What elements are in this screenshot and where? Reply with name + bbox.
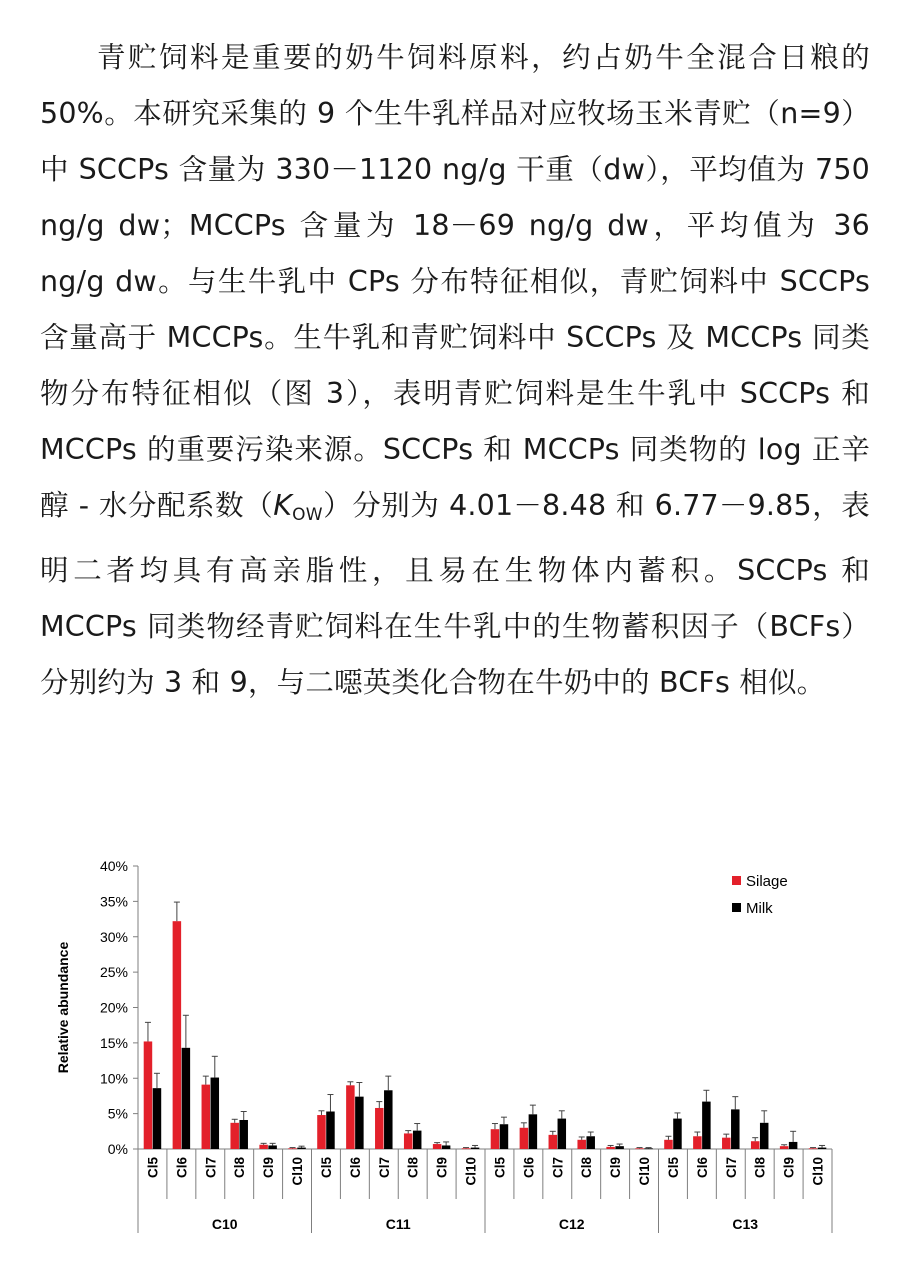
x-tick-label: Cl8	[579, 1157, 595, 1179]
bar-silage	[809, 1148, 818, 1149]
bar-silage	[230, 1123, 239, 1149]
bar-milk	[673, 1119, 682, 1149]
bar-silage	[520, 1128, 529, 1149]
bar-silage	[173, 921, 182, 1149]
y-tick-label: 10%	[99, 1070, 128, 1087]
bar-silage	[577, 1140, 586, 1149]
bar-milk	[182, 1048, 191, 1149]
bar-silage	[375, 1108, 384, 1149]
bar-milk	[586, 1136, 595, 1149]
x-tick-label: Cl8	[752, 1157, 768, 1179]
bar-milk	[789, 1142, 798, 1149]
bar-silage	[404, 1133, 413, 1149]
x-tick-label: Cl9	[608, 1157, 624, 1179]
x-tick-label: Cl9	[781, 1157, 797, 1179]
bar-silage	[664, 1140, 673, 1149]
bar-silage	[202, 1085, 211, 1149]
bar-silage	[635, 1148, 644, 1149]
y-tick-label: 35%	[99, 893, 128, 910]
bar-silage	[462, 1148, 471, 1149]
x-tick-label: Cl10	[637, 1157, 653, 1186]
bar-milk	[211, 1078, 220, 1149]
bar-milk	[615, 1146, 624, 1149]
legend-label-milk: Milk	[746, 900, 773, 917]
bar-milk	[355, 1097, 364, 1149]
k-symbol: K	[273, 489, 293, 522]
bar-milk	[413, 1131, 422, 1149]
x-tick-label: Cl6	[347, 1157, 363, 1179]
group-label: C10	[211, 1216, 238, 1232]
bar-milk	[384, 1090, 393, 1149]
bar-silage	[346, 1085, 355, 1149]
bar-silage	[751, 1141, 760, 1149]
bar-milk	[326, 1112, 335, 1149]
bar-milk	[500, 1124, 509, 1149]
bar-silage	[549, 1135, 558, 1149]
y-axis-label: Relative abundance	[55, 941, 71, 1074]
x-tick-label: Cl6	[521, 1157, 537, 1179]
x-tick-label: Cl7	[203, 1157, 219, 1179]
bar-milk	[268, 1145, 277, 1149]
x-tick-label: Cl8	[405, 1157, 421, 1179]
y-tick-label: 30%	[99, 928, 128, 945]
k-subscript: OW	[292, 505, 323, 525]
x-tick-label: Cl10	[810, 1157, 826, 1186]
bar-milk	[471, 1148, 480, 1149]
x-tick-label: Cl8	[232, 1157, 248, 1179]
bar-milk	[644, 1148, 653, 1149]
paragraph-text-part-1: 青贮饲料是重要的奶牛饲料原料，约占奶牛全混合日粮的 50%。本研究采集的 9 个生牛乳样品对应牧场玉米青贮（n=9）中 SCCPs 含量为 330－1120 ng/g 干重（dw），平均值为 750 ng/g dw；MCCPs 含量为 18－69 ng/g dw，平均值为 36 ng/g dw。与生牛乳中 CPs 分布特征相似，青贮饲料中 SCCPs 含量高于 MCCPs。生牛乳和青贮饲料中 SCCPs 及 MCCPs 同类物分布特征相似（图 3），表明青贮饲料是生牛乳中 SCCPs 和 MCCPs 的重要污染来源。SCCPs 和 MCCPs 同类物的 log 正辛醇 - 水分配系数（	[40, 41, 870, 522]
y-tick-label: 5%	[107, 1105, 128, 1122]
bar-milk	[818, 1148, 827, 1149]
bar-milk	[442, 1145, 451, 1149]
y-tick-label: 40%	[99, 858, 128, 874]
y-tick-label: 0%	[107, 1141, 128, 1157]
bar-milk	[731, 1109, 740, 1149]
bar-silage	[780, 1146, 789, 1149]
x-tick-label: Cl9	[434, 1157, 450, 1179]
bar-silage	[288, 1148, 297, 1149]
x-tick-label: Cl5	[492, 1157, 508, 1179]
bar-silage	[144, 1041, 153, 1149]
bar-milk	[760, 1123, 769, 1149]
bar-milk	[529, 1114, 538, 1149]
x-tick-label: Cl6	[694, 1157, 710, 1179]
bar-silage	[722, 1138, 731, 1149]
x-tick-label: Cl10	[463, 1157, 479, 1186]
x-tick-label: Cl5	[145, 1157, 161, 1179]
bar-silage	[317, 1115, 326, 1149]
bar-silage	[693, 1136, 702, 1149]
group-label: C11	[385, 1216, 411, 1232]
legend-swatch-milk	[732, 903, 741, 912]
bar-milk	[702, 1102, 711, 1149]
group-label: C12	[558, 1216, 585, 1232]
bar-milk	[239, 1120, 248, 1149]
x-tick-label: Cl9	[261, 1157, 277, 1179]
x-tick-label: Cl7	[723, 1157, 739, 1179]
y-tick-label: 25%	[99, 964, 128, 981]
group-label: C13	[732, 1216, 759, 1232]
legend-swatch-silage	[732, 876, 741, 885]
bar-milk	[153, 1088, 162, 1149]
bar-milk	[558, 1119, 567, 1149]
x-tick-label: Cl5	[665, 1157, 681, 1179]
x-tick-label: Cl7	[376, 1157, 392, 1179]
y-tick-label: 20%	[99, 999, 128, 1016]
body-paragraph-block	[40, 30, 870, 711]
bar-silage	[433, 1144, 442, 1149]
bar-silage	[606, 1147, 615, 1149]
x-tick-label: Cl7	[550, 1157, 566, 1179]
x-tick-label: Cl5	[318, 1157, 334, 1179]
bar-silage	[491, 1129, 500, 1149]
bar-milk	[297, 1148, 306, 1149]
y-tick-label: 15%	[99, 1034, 128, 1051]
legend-label-silage: Silage	[746, 873, 788, 890]
bar-silage	[259, 1145, 268, 1149]
x-tick-label: Cl10	[290, 1157, 306, 1186]
relative-abundance-chart	[0, 840, 898, 1263]
paragraph-text-part-2: ）分别为 4.01－8.48 和 6.77－9.85，表明二者均具有高亲脂性，且易在生物体内蓄积。SCCPs 和 MCCPs 同类物经青贮饲料在生牛乳中的生物蓄积因子（BCFs）分别约为 3 和 9，与二噁英类化合物在牛奶中的 BCFs 相似。	[40, 489, 870, 699]
x-tick-label: Cl6	[174, 1157, 190, 1179]
body-paragraph	[40, 30, 870, 711]
